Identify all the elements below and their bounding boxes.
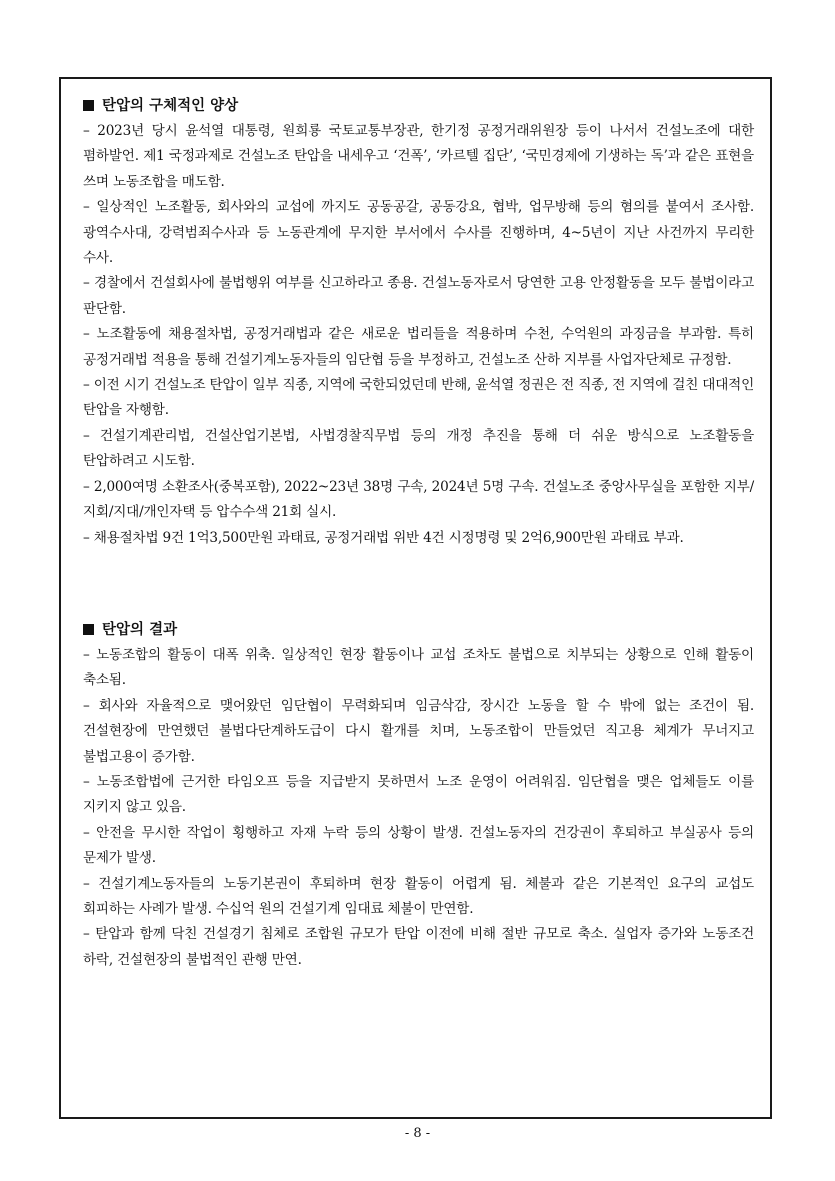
list-item: – 경찰에서 건설회사에 불법행위 여부를 신고하라고 종용. 건설노동자로서 당연한 고용 안정활동을 모두 불법이라고 판단함. (83, 275, 754, 317)
square-bullet-icon (83, 624, 94, 635)
section-heading (83, 617, 754, 643)
list-item: – 2,000여명 소환조사(중복포함), 2022~23년 38명 구속, 2024년 5명 구속. 건설노조 중앙사무실을 포함한 지부/지회/지대/개인자택 등 압수수색 21회 실시. (83, 478, 754, 521)
list-item: – 건설기계관리법, 건설산업기본법, 사법경찰직무법 등의 개정 추진을 통해 더 쉬운 방식으로 노조활동을 탄압하려고 시도함. (83, 427, 754, 470)
section-heading-text: 탄압의 결과 (102, 620, 178, 638)
list-item: – 회사와 자율적으로 맺어왔던 임단협이 무력화되며 임금삭감, 장시간 노동을 할 수 밖에 없는 조건이 됨. 건설현장에 만연했던 불법다단계하도급이 다시 활개를 치며, 노동조합이 만들었던 직고용 체계가 무너지고 불법고용이 증가함. (83, 697, 754, 765)
section-repression-results (83, 617, 754, 973)
section-spacer (83, 551, 754, 617)
list-item: – 일상적인 노조활동, 회사와의 교섭에 까지도 공동공갈, 공동강요, 협박, 업무방해 등의 혐의를 붙여서 조사함. 광역수사대, 강력범죄수사과 등 노동관계에 무지한 부서에서 수사를 진행하며, 4~5년이 지난 사건까지 무리한 수사. (83, 199, 754, 267)
list-item: – 안전을 무시한 작업이 횡행하고 자재 누락 등의 상황이 발생. 건설노동자의 건강권이 후퇴하고 부실공사 등의 문제가 발생. (83, 824, 754, 867)
list-item: – 이전 시기 건설노조 탄압이 일부 직종, 지역에 국한되었던데 반해, 윤석열 정권은 전 직종, 전 지역에 걸친 대대적인 탄압을 자행함. (83, 377, 754, 419)
square-bullet-icon (83, 100, 94, 111)
list-item: – 노동조합법에 근거한 타임오프 등을 지급받지 못하면서 노조 운영이 어려워짐. 임단협을 맺은 업체들도 이를 지키지 않고 있음. (83, 773, 754, 816)
list-item: – 노조활동에 채용절차법, 공정거래법과 같은 새로운 법리들을 적용하며 수천, 수억원의 과징금을 부과함. 특히 공정거래법 적용을 통해 건설기계노동자들의 임단협 등을 부정하고, 건설노조 산하 지부를 사업자단체로 규정함. (83, 326, 754, 368)
item-list (83, 643, 754, 973)
list-item: – 채용절차법 9건 1억3,500만원 과태료, 공정거래법 위반 4건 시정명령 및 2억6,900만원 과태료 부과. (83, 529, 684, 546)
list-item: – 탄압과 함께 닥친 건설경기 침체로 조합원 규모가 탄압 이전에 비해 절반 규모로 축소. 실업자 증가와 노동조건 하락, 건설현장의 불법적인 관행 만연. (83, 926, 754, 968)
list-item: – 2023년 당시 윤석열 대통령, 원희룡 국토교통부장관, 한기정 공정거래위원장 등이 나서서 건설노조에 대한 폄하발언. 제1 국정과제로 건설노조 탄압을 내세우고 ‘건폭’, ‘카르텔 집단’, ‘국민경제에 기생하는 독’과 같은 표현을 쓰며 노동조합을 매도함. (83, 123, 754, 190)
section-repression-aspects (83, 93, 754, 551)
page-number: - 8 - (404, 1126, 431, 1141)
list-item: – 건설기계노동자들의 노동기본권이 후퇴하며 현장 활동이 어렵게 됨. 체불과 같은 기본적인 요구의 교섭도 회피하는 사례가 발생. 수십억 원의 건설기계 임대료 체불이 만연함. (83, 875, 754, 917)
item-list (83, 119, 754, 551)
section-heading-text: 탄압의 구체적인 양상 (102, 97, 239, 114)
section-heading (83, 93, 754, 119)
content-frame (59, 77, 772, 1119)
list-item: – 노동조합의 활동이 대폭 위축. 일상적인 현장 활동이나 교섭 조차도 불법으로 치부되는 상황으로 인해 활동이 축소됨. (83, 646, 754, 689)
